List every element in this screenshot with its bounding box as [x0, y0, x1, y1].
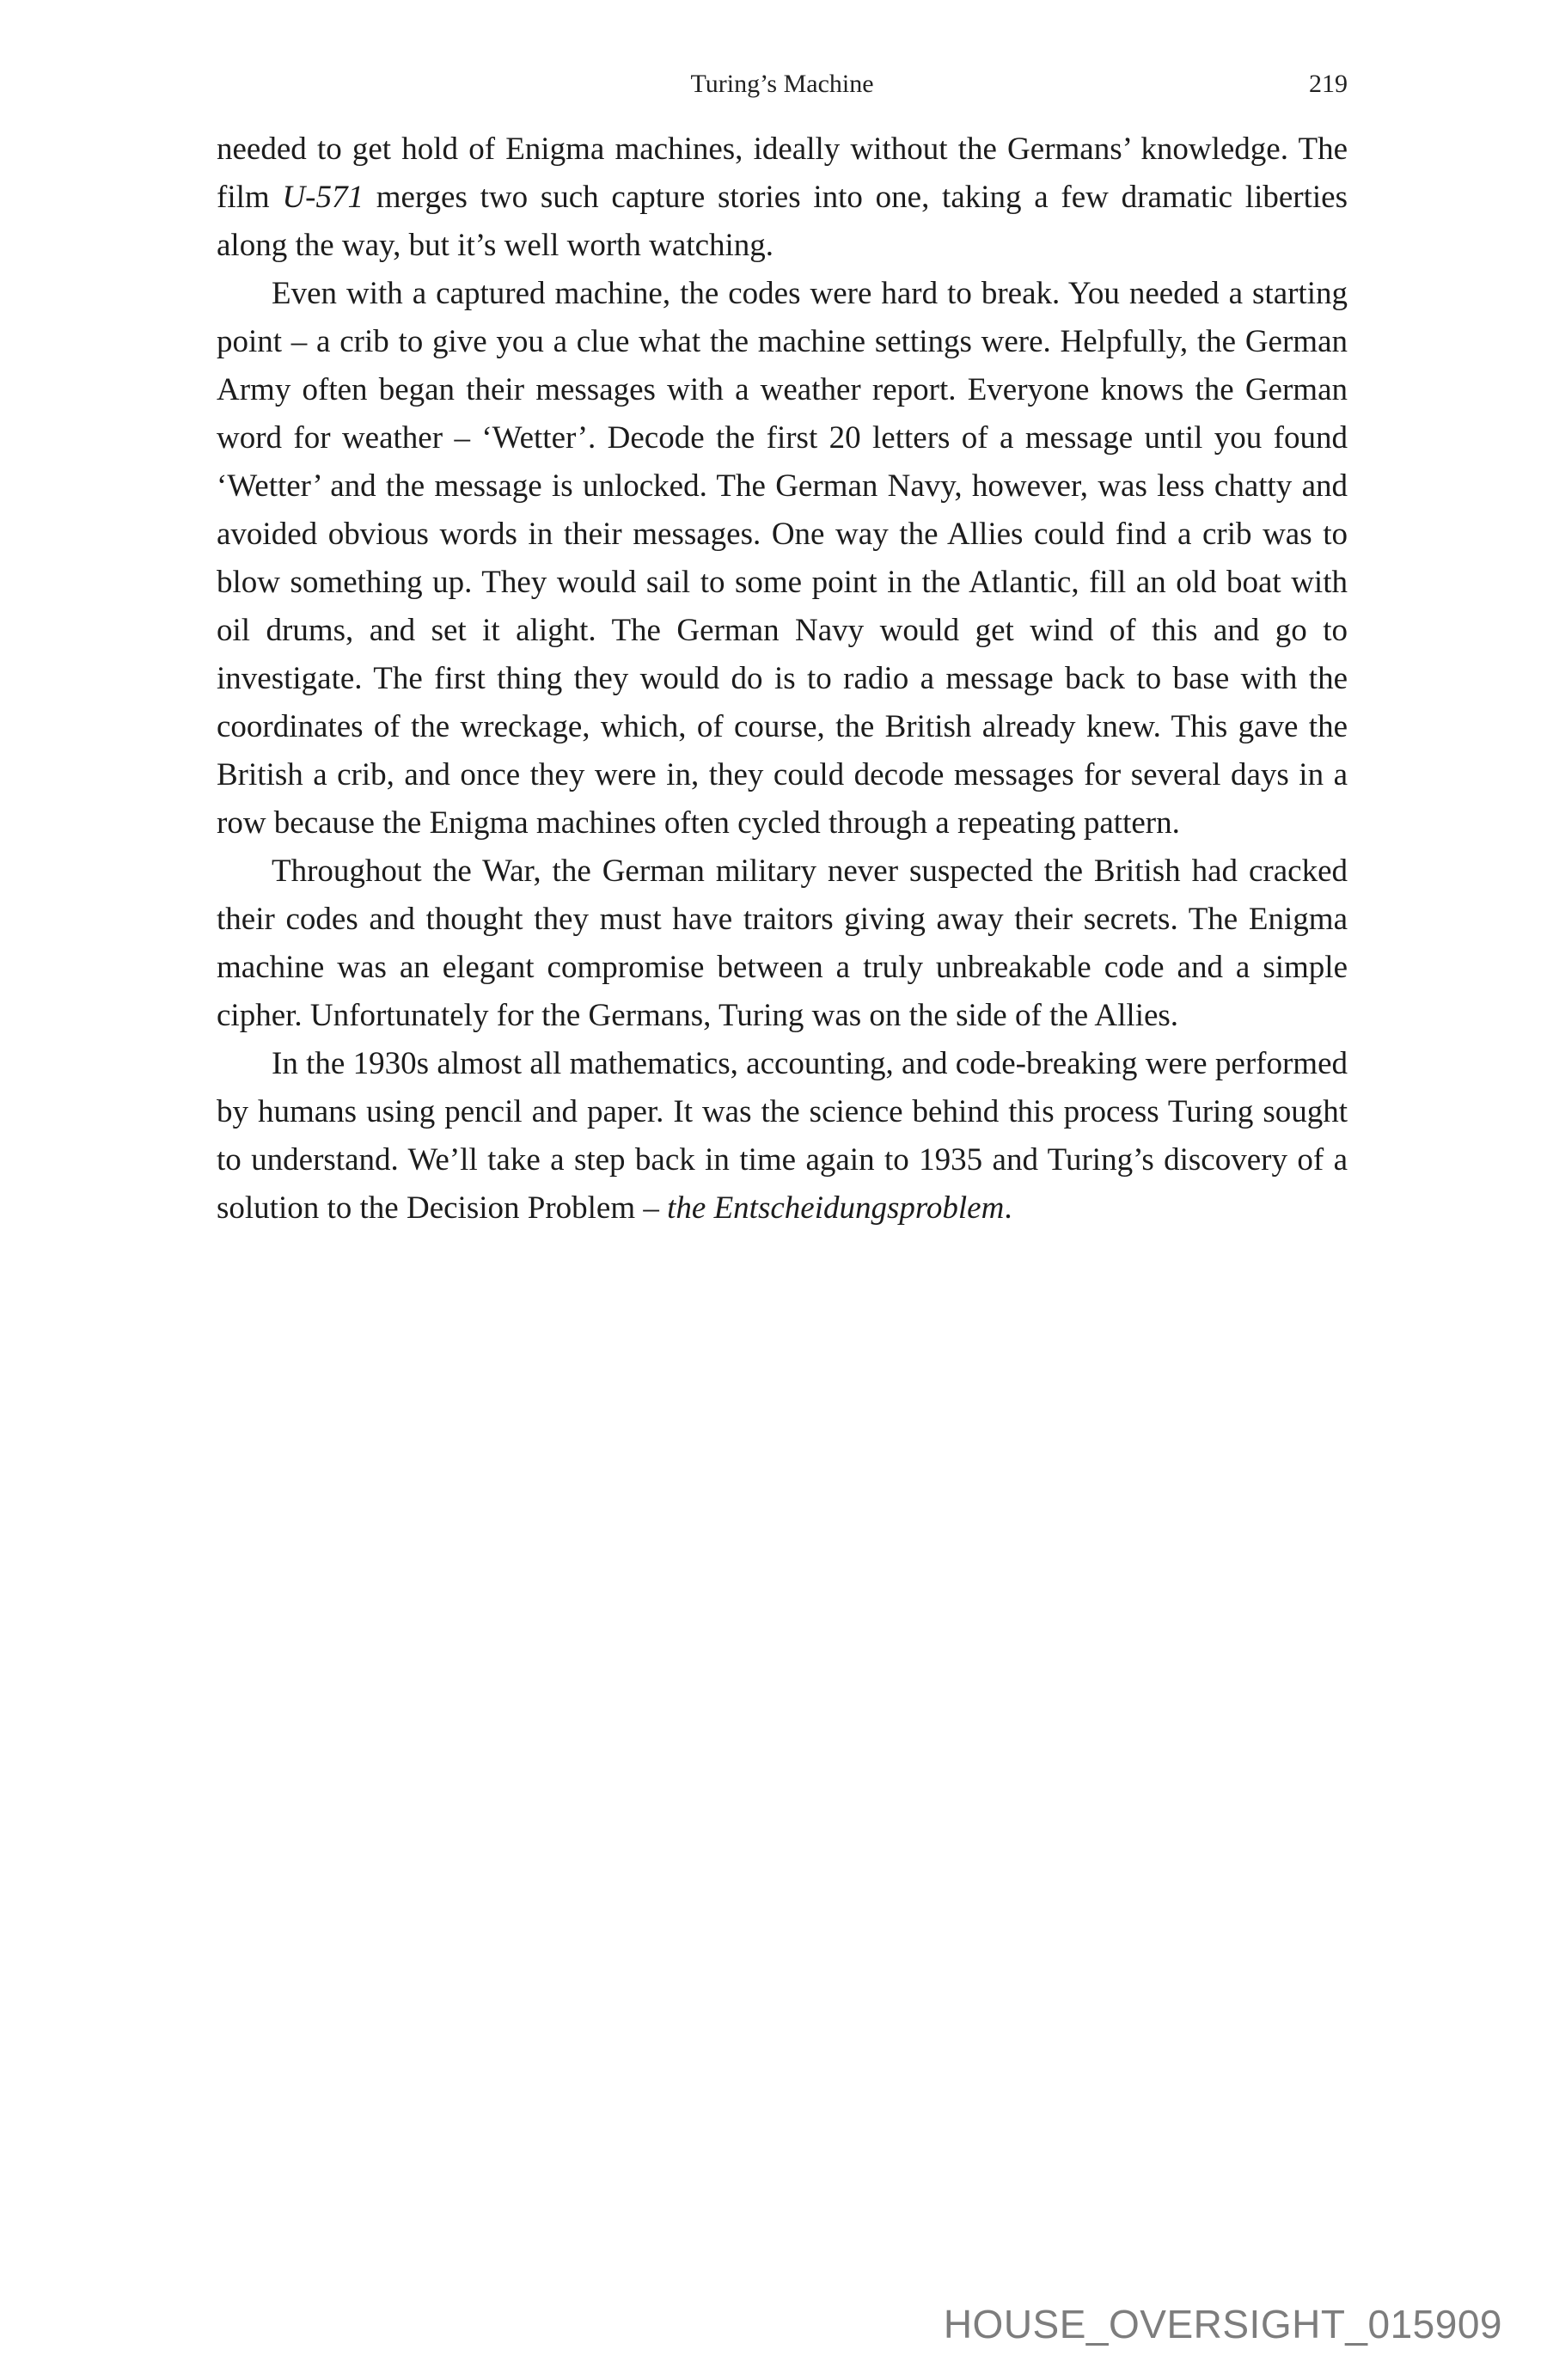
paragraph	[217, 270, 1348, 847]
text-segment: merges two such capture stories into one, taking a few dramatic liberties along the way, but it’s well worth watching.	[217, 180, 1348, 263]
page-number: 219	[1309, 70, 1348, 98]
page-header	[217, 69, 1348, 100]
text-segment: .	[1004, 1190, 1012, 1226]
text-segment: In the 1930s almost all mathematics, accounting, and code-breaking were performed by humans using pencil and paper. It was the science behind this process Turing sought to understand. We’ll take a step back in time again to 1935 and Turing’s discovery of a solution to the Decision Problem –	[217, 1046, 1348, 1226]
italic-text-segment: U-571	[282, 180, 364, 215]
text-segment: needed to get hold of Enigma machines, ideally without the Germans’ knowledge. The film	[217, 132, 1348, 215]
text-segment: Even with a captured machine, the codes were hard to break. You needed a starting point – a crib to give you a clue what the machine settings were. Helpfully, the German Army often began their messages with a weather report. Everyone knows the German word for weather – ‘Wetter’. Decode the first 20 letters of a message until you found ‘Wetter’ and the message is unlocked. The German Navy, however, was less chatty and avoided obvious words in their messages. One way the Allies could find a crib was to blow something up. They would sail to some point in the Atlantic, fill an old boat with oil drums, and set it alight. The German Navy would get wind of this and go to investigate. The first thing they would do is to radio a message back to base with the coordinates of the wreckage, which, of course, the British already knew. This gave the British a crib, and once they were in, they could decode messages for several days in a row because the Enigma machines often cycled through a repeating pattern.	[217, 276, 1348, 841]
running-title: Turing’s Machine	[690, 70, 874, 98]
watermark-stamp: HOUSE_OVERSIGHT_015909	[943, 2302, 1502, 2346]
text-segment: Throughout the War, the German military never suspected the British had cracked their codes and thought they must have traitors giving away their secrets. The Enigma machine was an elegant compromise between a truly unbreakable code and a simple cipher. Unfortunately for the Germans, Turing was on the side of the Allies.	[217, 853, 1348, 1033]
paragraph	[217, 125, 1348, 270]
paragraph	[217, 847, 1348, 1040]
paragraph	[217, 1040, 1348, 1233]
page-body	[217, 125, 1348, 1233]
italic-text-segment: the Entscheidungsproblem	[667, 1190, 1005, 1226]
